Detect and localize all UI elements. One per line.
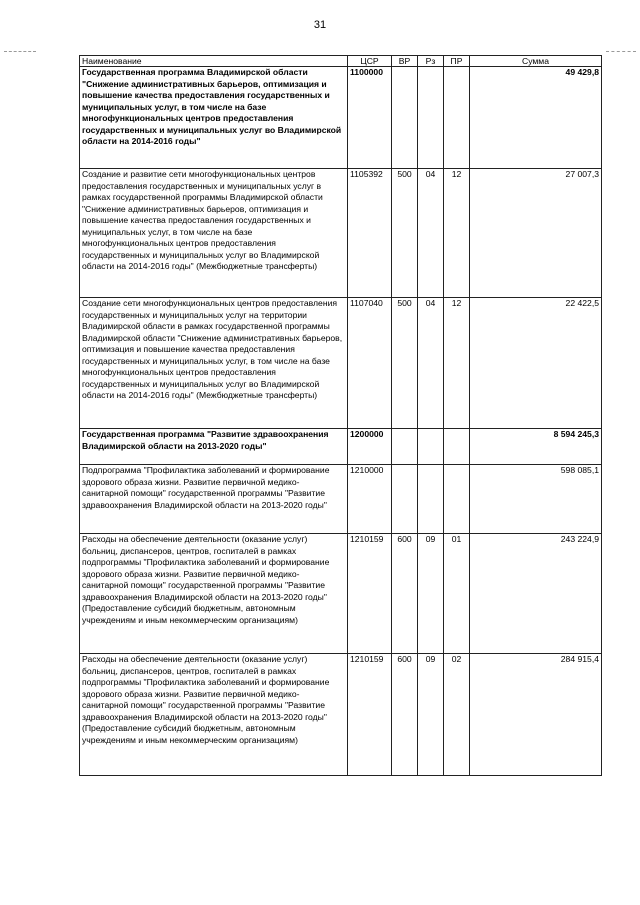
row-rz [418, 429, 444, 465]
row-pr: 12 [444, 169, 470, 298]
row-sum: 27 007,3 [470, 169, 602, 298]
row-pr [444, 67, 470, 169]
row-pr [444, 429, 470, 465]
budget-table [79, 55, 602, 776]
row-csr: 1100000 [348, 67, 392, 169]
row-rz: 09 [418, 534, 444, 654]
row-rz: 09 [418, 654, 444, 776]
row-name: Создание и развитие сети многофункциональных центров предоставления государственных и муниципальных услуг в рамках государственной программы Владимирской области "Снижение административных барьеров, оптимизация и повышение качества предоставления государственных и муниципальных услуг, в том числе на базе многофункциональных центров предоставления государственных и муниципальных услуг во Владимирской области на 2014-2016 годы" (Межбюджетные трансферты) [80, 169, 348, 298]
table-row [80, 298, 602, 429]
row-vr [392, 429, 418, 465]
row-vr: 600 [392, 534, 418, 654]
row-name: Государственная программа Владимирской области "Снижение административных барьеров, оптимизация и повышение качества предоставления государственных и муниципальных услуг, в том числе на базе многофункциональных центров предоставления государственных и муниципальных услуг во Владимирской области на 2014-2016 годы" [80, 67, 348, 169]
header-sum: Сумма [470, 56, 602, 67]
row-name: Создание сети многофункциональных центров предоставления государственных и муниципальных услуг на территории Владимирской области в рамках государственной программы Владимирской области "Снижение административных барьеров, оптимизация и повышение качества предоставления государственных и муниципальных услуг, в том числе на базе многофункциональных центров предоставления государственных и муниципальных услуг во Владимирской области на 2014-2016 годы" (Межбюджетные трансферты) [80, 298, 348, 429]
row-sum: 243 224,9 [470, 534, 602, 654]
row-sum: 598 085,1 [470, 465, 602, 534]
header-pr: ПР [444, 56, 470, 67]
row-csr: 1210000 [348, 465, 392, 534]
row-name: Расходы на обеспечение деятельности (оказание услуг) больниц, диспансеров, центров, госпиталей в рамках подпрограммы "Профилактика заболеваний и формирование здорового образа жизни. Развитие первичной медико-санитарной помощи" государственной программы "Развитие здравоохранения Владимирской области на 2013-2020 годы" (Предоставление субсидий бюджетным, автономным учреждениям и иным некоммерческим организациям) [80, 654, 348, 776]
row-sum: 284 915,4 [470, 654, 602, 776]
row-csr: 1210159 [348, 654, 392, 776]
row-name: Расходы на обеспечение деятельности (оказание услуг) больниц, диспансеров, центров, госпиталей в рамках подпрограммы "Профилактика заболеваний и формирование здорового образа жизни. Развитие первичной медико-санитарной помощи" государственной программы "Развитие здравоохранения Владимирской области на 2013-2020 годы" (Предоставление субсидий бюджетным, автономным учреждениям и иным некоммерческим организациям) [80, 534, 348, 654]
row-pr [444, 465, 470, 534]
row-rz: 04 [418, 298, 444, 429]
page-number: 31 [313, 19, 327, 31]
table-row [80, 67, 602, 169]
row-vr [392, 465, 418, 534]
table-row [80, 169, 602, 298]
row-sum: 8 594 245,3 [470, 429, 602, 465]
table-row [80, 429, 602, 465]
header-vr: ВР [392, 56, 418, 67]
row-csr: 1210159 [348, 534, 392, 654]
table-row [80, 534, 602, 654]
row-vr: 600 [392, 654, 418, 776]
table-header-row [80, 56, 602, 67]
row-rz [418, 67, 444, 169]
scan-edge-mark-right [606, 51, 636, 52]
row-rz: 04 [418, 169, 444, 298]
header-name: Наименование [80, 56, 348, 67]
header-csr: ЦСР [348, 56, 392, 67]
row-vr: 500 [392, 298, 418, 429]
row-vr [392, 67, 418, 169]
row-vr: 500 [392, 169, 418, 298]
row-pr: 12 [444, 298, 470, 429]
table-row [80, 654, 602, 776]
row-pr: 02 [444, 654, 470, 776]
row-sum: 49 429,8 [470, 67, 602, 169]
row-csr: 1107040 [348, 298, 392, 429]
row-pr: 01 [444, 534, 470, 654]
row-rz [418, 465, 444, 534]
row-name: Подпрограмма "Профилактика заболеваний и формирование здорового образа жизни. Развитие первичной медико-санитарной помощи" государственной программы "Развитие здравоохранения Владимирской области на 2013-2020 годы" [80, 465, 348, 534]
scan-edge-mark-left [4, 51, 36, 52]
row-csr: 1105392 [348, 169, 392, 298]
table-row [80, 465, 602, 534]
row-name: Государственная программа "Развитие здравоохранения Владимирской области на 2013-2020 годы" [80, 429, 348, 465]
row-csr: 1200000 [348, 429, 392, 465]
header-rz: Рз [418, 56, 444, 67]
row-sum: 22 422,5 [470, 298, 602, 429]
